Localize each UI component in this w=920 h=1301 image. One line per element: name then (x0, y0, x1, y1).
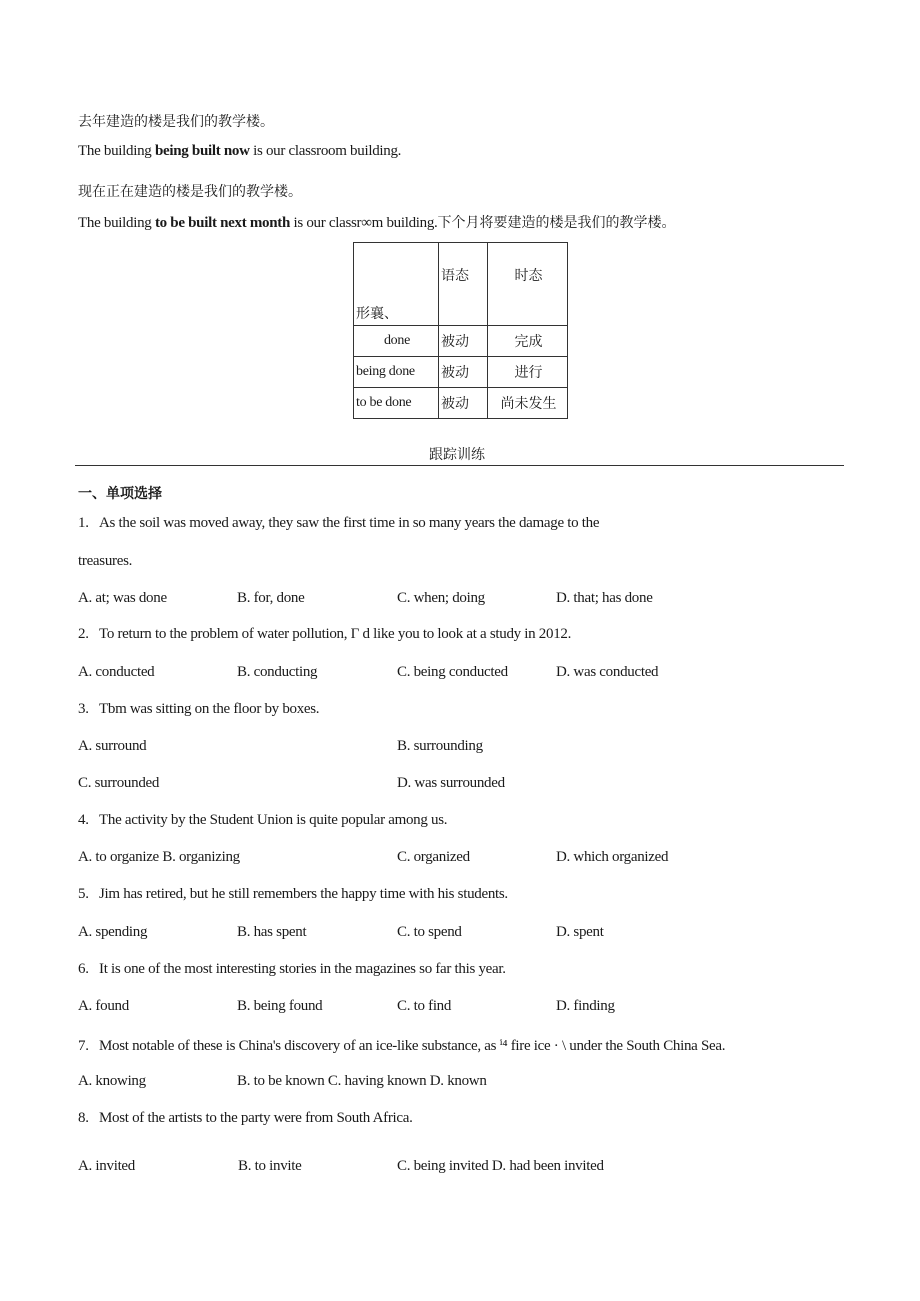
option-a[interactable]: A. surround (78, 738, 147, 754)
option-b[interactable]: B. for, done (237, 590, 305, 606)
question-8 (78, 1110, 413, 1127)
option-a[interactable]: A. knowing (78, 1073, 146, 1089)
option-a-b[interactable]: A. to organize B. organizing (78, 849, 240, 865)
question-1-cont: treasures. (78, 553, 133, 569)
table-cell: 完成 (488, 326, 568, 357)
option-d[interactable]: D. that; has done (556, 590, 653, 606)
question-stem: Most of the artists to the party were from South Africa. (99, 1110, 413, 1126)
header-cell: 时态 (488, 243, 568, 326)
grammar-table (353, 242, 568, 419)
intro-line-cn-3: 现在正在建造的楼是我们的教学楼。 (78, 184, 302, 200)
option-a[interactable]: A. invited (78, 1158, 135, 1174)
part-title: 一、单项选择 (78, 486, 162, 502)
option-c[interactable]: C. when; doing (397, 590, 485, 606)
option-b[interactable]: B. surrounding (397, 738, 483, 754)
option-c[interactable]: C. surrounded (78, 775, 160, 791)
question-1 (78, 515, 599, 532)
section-title: 跟踪训练 (429, 447, 485, 463)
option-d[interactable]: D. finding (556, 998, 615, 1014)
question-stem: The activity by the Student Union is quite popular among us. (99, 812, 448, 828)
option-b-c-d[interactable]: B. to be known C. having known D. known (237, 1073, 487, 1089)
table-cell: 进行 (488, 357, 568, 388)
bold-phrase: being built now (154, 143, 250, 159)
table-cell: done (354, 326, 439, 357)
option-d[interactable]: D. was conducted (556, 664, 659, 680)
question-6 (78, 961, 506, 978)
bold-phrase: to be built next month (154, 215, 291, 231)
table-cell: to be done (354, 388, 439, 419)
question-number: 1. (78, 515, 89, 531)
option-b[interactable]: B. conducting (237, 664, 318, 680)
text-cn: 下个月将要建造的楼是我们的教学楼。 (437, 215, 676, 231)
option-d[interactable]: D. which organized (556, 849, 669, 865)
table-cell: 尚未发生 (488, 388, 568, 419)
question-4 (78, 812, 447, 829)
question-2 (78, 626, 571, 643)
text: The building (78, 215, 155, 231)
question-stem: Tbm was sitting on the floor by boxes. (99, 701, 320, 717)
question-stem: Jim has retired, but he still remembers the happy time with his students. (99, 886, 508, 902)
question-3 (78, 701, 319, 718)
question-stem: As the soil was moved away, they saw the first time in so many years the damage to the (99, 515, 600, 531)
header-cell: 形襄、 (354, 243, 439, 326)
question-number: 2. (78, 626, 89, 642)
option-c[interactable]: C. organized (397, 849, 470, 865)
intro-line-2 (78, 143, 401, 160)
text: The building (78, 143, 155, 159)
table-cell: being done (354, 357, 439, 388)
question-number: 6. (78, 961, 89, 977)
question-5 (78, 886, 508, 903)
option-c[interactable]: C. being conducted (397, 664, 508, 680)
table-row (354, 357, 568, 388)
header-cell: 语态 (439, 243, 488, 326)
table-row (354, 388, 568, 419)
question-stem: It is one of the most interesting stories in the magazines so far this year. (99, 961, 506, 977)
option-c[interactable]: C. to find (397, 998, 452, 1014)
table-cell: 被动 (439, 326, 488, 357)
intro-line-cn-1: 去年建造的楼是我们的教学楼。 (78, 114, 274, 130)
question-number: 3. (78, 701, 89, 717)
option-d[interactable]: D. spent (556, 924, 604, 940)
question-number: 7. (78, 1038, 89, 1054)
question-7 (78, 1036, 725, 1055)
divider (75, 465, 844, 466)
table-row (354, 326, 568, 357)
text: is our classroom building. (249, 143, 402, 159)
option-d[interactable]: D. was surrounded (397, 775, 505, 791)
question-number: 5. (78, 886, 89, 902)
option-b[interactable]: B. to invite (238, 1158, 302, 1174)
table-cell: 被动 (439, 388, 488, 419)
option-c[interactable]: C. to spend (397, 924, 462, 940)
option-b[interactable]: B. has spent (237, 924, 307, 940)
question-stem: To return to the problem of water pollution, Γ d like you to look at a study in 2012. (99, 626, 572, 642)
text: is our classr∞m building. (290, 215, 438, 231)
table-header-row (354, 243, 568, 326)
option-a[interactable]: A. spending (78, 924, 148, 940)
option-a[interactable]: A. found (78, 998, 129, 1014)
intro-line-4 (78, 212, 676, 232)
question-number: 8. (78, 1110, 89, 1126)
option-c-d[interactable]: C. being invited D. had been invited (397, 1158, 604, 1174)
option-a[interactable]: A. at; was done (78, 590, 167, 606)
option-a[interactable]: A. conducted (78, 664, 155, 680)
table-cell: 被动 (439, 357, 488, 388)
question-stem: Most notable of these is China's discovery of an ice-like substance, as ⁱ⁴ fire ice · \ under the South China Sea. (99, 1038, 726, 1054)
option-b[interactable]: B. being found (237, 998, 323, 1014)
question-number: 4. (78, 812, 89, 828)
